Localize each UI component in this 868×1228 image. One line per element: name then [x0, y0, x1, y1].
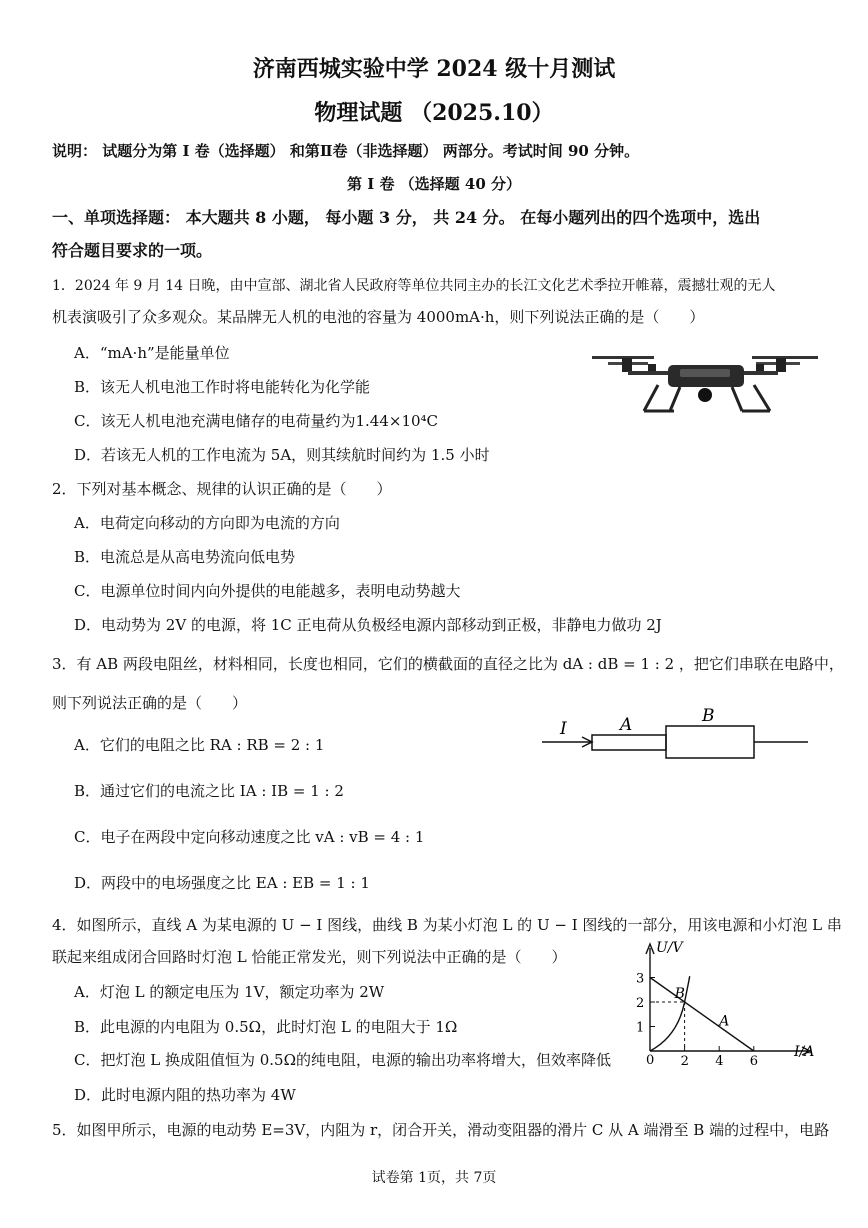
q4-stem-line1: 4．如图所示，直线 A 为某电源的 U − I 图线，曲线 B 为某小灯泡 L 的 U − I 图线的一部分，用该电源和小灯泡 L 串 [52, 916, 842, 934]
drone-image [588, 345, 824, 421]
resistor-a [592, 735, 666, 750]
q1-stem-line2: 机表演吸引了众多观众。某品牌无人机的电池的容量为 4000mA·h，则下列说法正确的是（ ） [52, 308, 705, 326]
y-axis-label: U/V [656, 940, 683, 956]
y-tick-label-3: 3 [636, 971, 645, 987]
exam-title: 济南西城实验中学 2024 级十月测试 [252, 56, 616, 82]
y-tick-label-2: 2 [636, 996, 645, 1011]
origin-label: 0 [646, 1053, 655, 1068]
section-instructions-line2: 符合题目要求的一项。 [52, 241, 213, 260]
q4-option-d: D．此时电源内阻的热功率为 4W [74, 1086, 296, 1104]
x-tick-label-6: 6 [749, 1054, 759, 1068]
line-a-label: A [719, 1013, 730, 1030]
y-tick-label-1: 1 [636, 1020, 645, 1036]
q5-stem-line1: 5．如图甲所示，电源的电动势 E=3V，内阻为 r，闭合开关，滑动变阻器的滑片 C 从 A 端滑至 B 端的过程中，电路 [52, 1121, 830, 1139]
q1-option-b: B．该无人机电池工作时将电能转化为化学能 [74, 378, 371, 396]
q3-option-d: D．两段中的电场强度之比 EA : EB = 1 : 1 [74, 874, 370, 892]
q2-option-c: C．电源单位时间内向外提供的电能越多，表明电动势越大 [74, 582, 461, 600]
q4-option-c: C．把灯泡 L 换成阻值恒为 0.5Ω的纯电阻，电源的输出功率将增大，但效率降低 [74, 1051, 612, 1069]
x-tick-label-2: 2 [680, 1054, 689, 1068]
exam-subtitle: 物理试题 （2025.10） [314, 100, 554, 126]
q3-option-a: A．它们的电阻之比 RA : RB = 2 : 1 [74, 736, 325, 754]
q4-stem-line2: 联起来组成闭合回路时灯泡 L 恰能正常发光，则下列说法中正确的是（ ） [52, 948, 567, 966]
x-tick-label-4: 4 [715, 1054, 724, 1068]
resistor-b-label: B [702, 706, 715, 726]
current-label: I [560, 719, 567, 739]
q3-stem-line2: 则下列说法正确的是（ ） [52, 694, 248, 712]
q1-stem-line1: 1．2024 年 9 月 14 日晚，由中宣部、湖北省人民政府等单位共同主办的长江文化艺术季拉开帷幕，震撼壮观的无人 [52, 278, 776, 294]
resistor-a-label: A [620, 715, 633, 735]
q2-option-b: B．电流总是从高电势流向低电势 [74, 548, 296, 566]
q1-option-d: D．若该无人机的工作电流为 5A，则其续航时间约为 1.5 小时 [74, 446, 490, 464]
q3-option-c: C．电子在两段中定向移动速度之比 vA : vB = 4 : 1 [74, 828, 425, 846]
q4-option-a: A．灯泡 L 的额定电压为 1V，额定功率为 2W [74, 983, 385, 1001]
part-heading: 第 I 卷 （选择题 40 分） [346, 175, 521, 193]
page-footer: 试卷第 1页，共 7页 [371, 1170, 497, 1186]
q3-option-b: B．通过它们的电流之比 IA : IB = 1 : 2 [74, 782, 344, 800]
ui-graph [632, 938, 822, 1068]
q3-stem-line1: 3．有 AB 两段电阻丝，材料相同，长度也相同，它们的横截面的直径之比为 dA : dB = 1 : 2 ，把它们串联在电路中， [52, 655, 844, 673]
q1-option-a: A．“mA·h”是能量单位 [74, 344, 230, 362]
curve-b-label: B [674, 986, 685, 1002]
x-axis-label: I/A [794, 1044, 815, 1060]
q2-stem: 2．下列对基本概念、规律的认识正确的是（ ） [52, 480, 392, 498]
resistor-b [666, 726, 754, 758]
q2-option-d: D．电动势为 2V 的电源，将 1C 正电荷从负极经电源内部移动到正极，非静电力做功 2J [74, 616, 662, 634]
section-instructions-line1: 一、单项选择题： 本大题共 8 小题， 每小题 3 分， 共 24 分。 在每小题列出的四个选项中，选出 [52, 208, 761, 227]
resistor-diagram [536, 704, 812, 768]
q1-option-c: C．该无人机电池充满电储存的电荷量约为1.44×10⁴C [74, 412, 439, 430]
exam-note: 说明： 试题分为第 I 卷（选择题） 和第Ⅱ卷（非选择题） 两部分。考试时间 90 分钟。 [52, 142, 640, 160]
q2-option-a: A．电荷定向移动的方向即为电流的方向 [74, 514, 340, 532]
q4-option-b: B．此电源的内电阻为 0.5Ω，此时灯泡 L 的电阻大于 1Ω [74, 1018, 458, 1036]
